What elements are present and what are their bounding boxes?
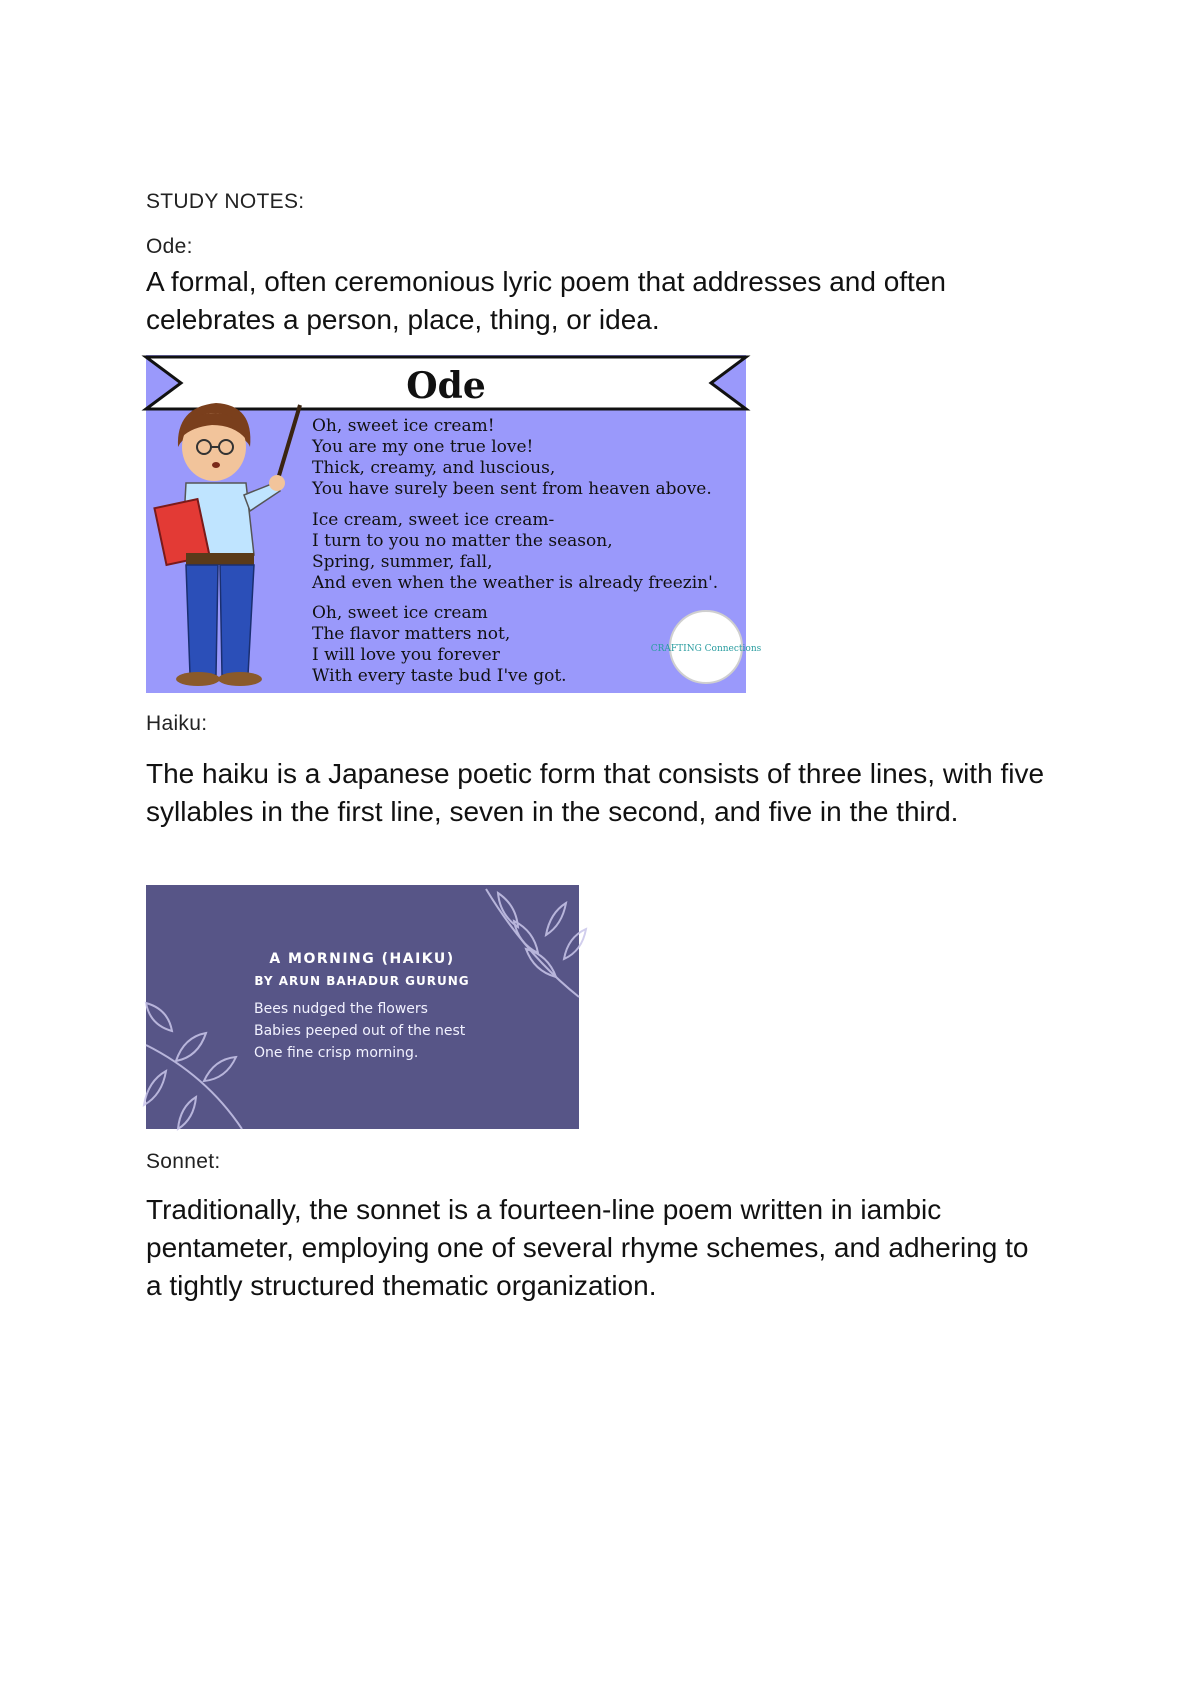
sonnet-definition: Traditionally, the sonnet is a fourteen-line poem written in iambic pentameter, employing one of several rhyme schemes, and adhering to a tightly structured thematic organization. [146, 1194, 1029, 1301]
ode-poem-line: Oh, sweet ice cream [312, 603, 488, 623]
haiku-poem-line: One fine crisp morning. [254, 1045, 419, 1061]
haiku-poem-author: BY ARUN BAHADUR GURUNG [254, 974, 470, 988]
sonnet-heading: Sonnet: [146, 1150, 221, 1173]
haiku-poem-line: Babies peeped out of the nest [254, 1023, 466, 1039]
ode-poem-line: Oh, sweet ice cream! [312, 416, 495, 436]
haiku-poem-title: A MORNING (HAIKU) [269, 951, 455, 967]
haiku-heading: Haiku: [146, 712, 208, 735]
haiku-image [146, 885, 579, 1129]
haiku-poem-line: Bees nudged the flowers [254, 1001, 428, 1017]
ode-banner-title: Ode [406, 365, 486, 407]
logo-text: CRAFTING Connections [650, 644, 762, 654]
ode-poem-line: I will love you forever [312, 645, 500, 665]
ode-poem-line: Spring, summer, fall, [312, 552, 493, 572]
ode-poem-line: Ice cream, sweet ice cream- [312, 510, 555, 530]
ode-poem-line: I turn to you no matter the season, [312, 531, 613, 551]
ode-poem-line: You are my one true love! [312, 437, 534, 457]
haiku-definition: The haiku is a Japanese poetic form that consists of three lines, with five syllables in the first line, seven in the second, and five in the third. [146, 758, 1045, 827]
ode-image [146, 355, 762, 693]
ode-poem-line: And even when the weather is already freezin'. [312, 573, 719, 593]
ode-poem-line: With every taste bud I've got. [312, 666, 567, 686]
ode-poem-line: You have surely been sent from heaven above. [312, 479, 712, 499]
ode-heading: Ode: [146, 235, 193, 258]
ode-poem-line: The flavor matters not, [312, 624, 511, 644]
ode-poem-line: Thick, creamy, and luscious, [312, 458, 556, 478]
page-title: STUDY NOTES: [146, 190, 305, 213]
ode-definition: A formal, often ceremonious lyric poem that addresses and often celebrates a person, place, thing, or idea. [146, 266, 946, 335]
